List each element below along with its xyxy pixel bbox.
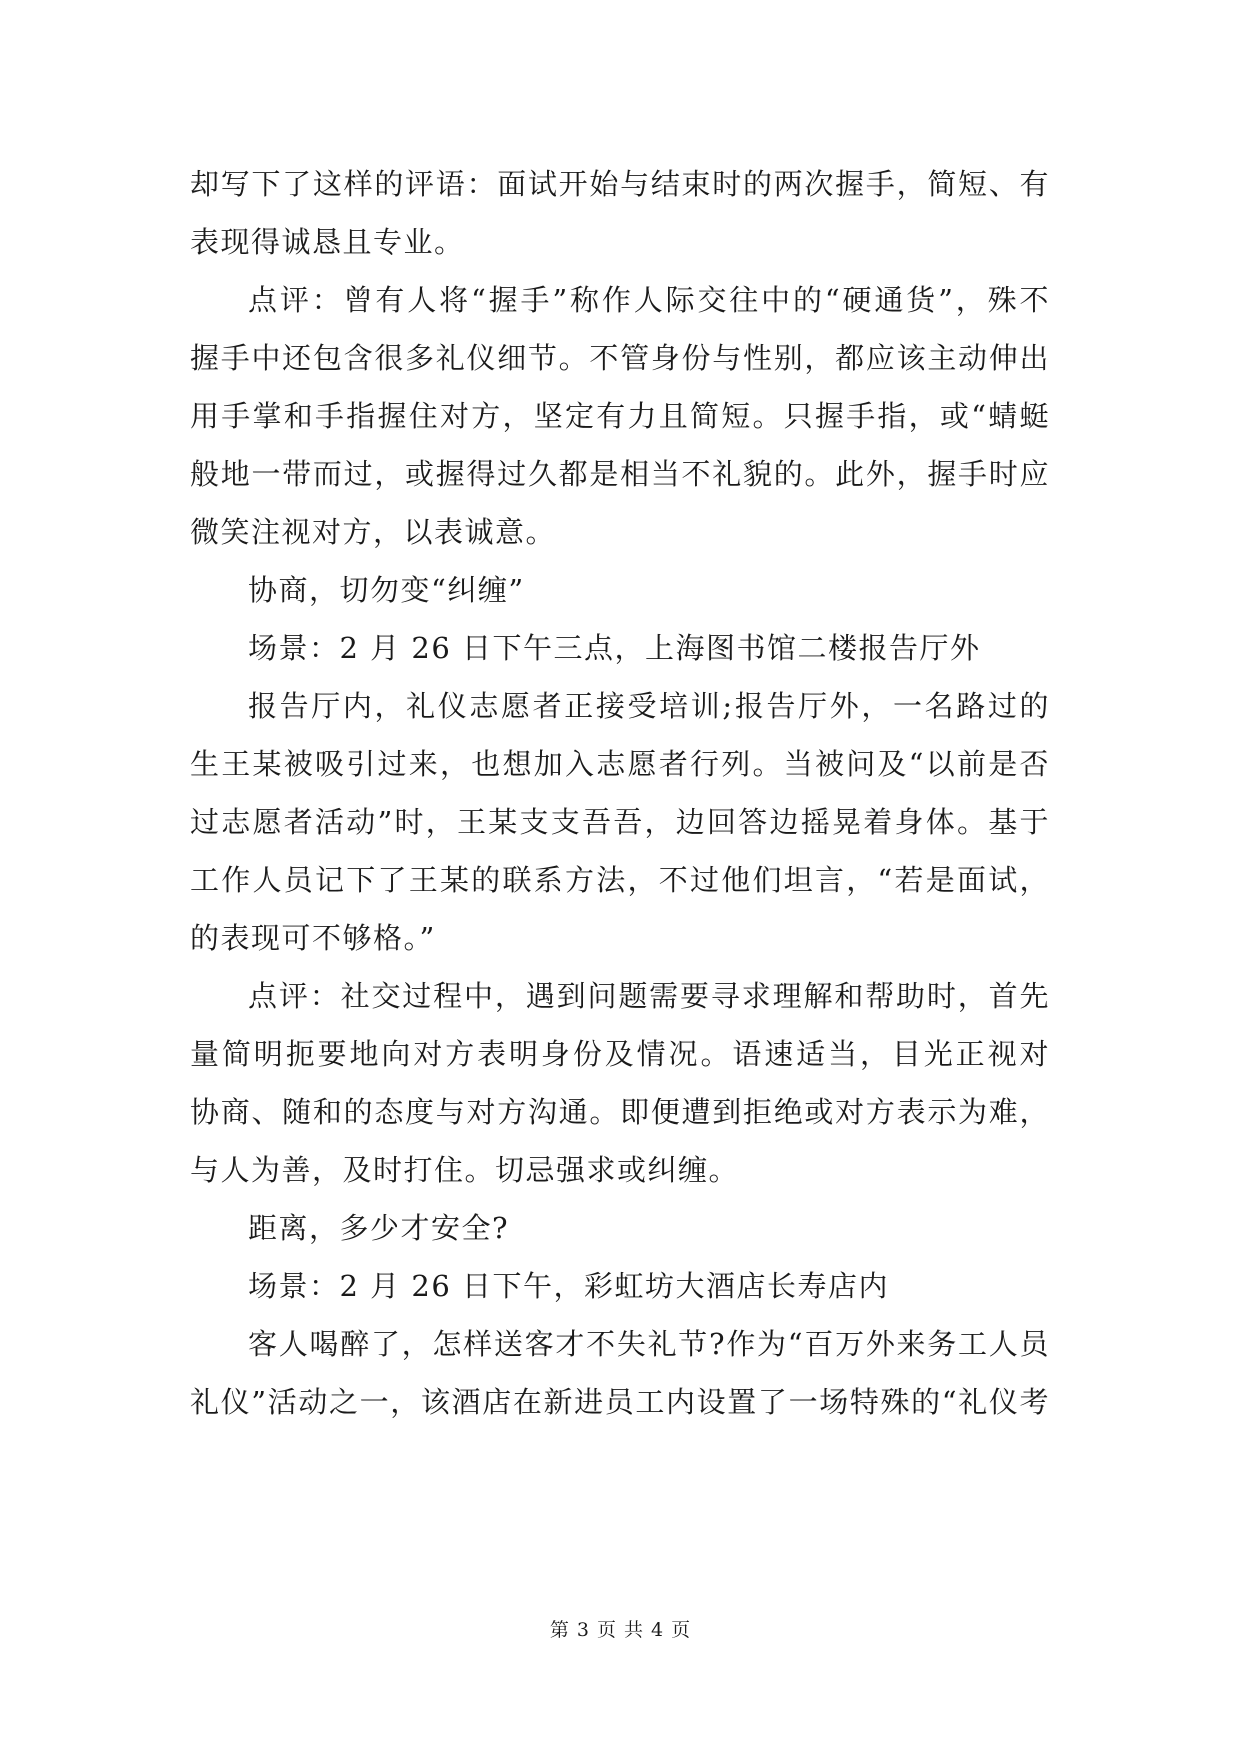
text-line: 般地一带而过，或握得过久都是相当不礼貌的。此外，握手时应 [190,457,1050,491]
text-line: 用手掌和手指握住对方，坚定有力且简短。只握手指，或“蜻蜓 [190,399,1050,433]
text-line: 协商、随和的态度与对方沟通。即便遭到拒绝或对方表示为难， [190,1095,1050,1129]
text-line: 客人喝醉了，怎样送客才不失礼节?作为“百万外来务工人员 [248,1327,1050,1361]
text-line: 场景：2 月 26 日下午，彩虹坊大酒店长寿店内 [248,1269,890,1303]
text-line: 量简明扼要地向对方表明身份及情况。语速适当，目光正视对 [190,1037,1050,1071]
text-line: 微笑注视对方，以表诚意。 [190,515,557,549]
text-line: 点评：曾有人将“握手”称作人际交往中的“硬通货”，殊不 [248,283,1050,317]
document-body [190,155,1050,1431]
text-line: 距离，多少才安全? [248,1211,510,1245]
text-line: 却写下了这样的评语：面试开始与结束时的两次握手，简短、有 [190,167,1050,201]
text-line: 礼仪”活动之一，该酒店在新进员工内设置了一场特殊的“礼仪考 [190,1385,1050,1419]
text-line: 协商，切勿变“纠缠” [248,573,525,607]
text-line: 表现得诚恳且专业。 [190,225,465,259]
text-line: 工作人员记下了王某的联系方法，不过他们坦言，“若是面试， [190,863,1050,897]
text-line: 过志愿者活动”时，王某支支吾吾，边回答边摇晃着身体。基于 [190,805,1050,839]
text-line: 场景：2 月 26 日下午三点，上海图书馆二楼报告厅外 [248,631,981,665]
page-number-footer: 第 3 页 共 4 页 [549,1619,692,1641]
text-line: 握手中还包含很多礼仪细节。不管身份与性别，都应该主动伸出 [190,341,1050,375]
text-line: 报告厅内，礼仪志愿者正接受培训;报告厅外，一名路过的 [248,689,1050,723]
text-line: 的表现可不够格。” [190,921,436,955]
text-line: 点评：社交过程中，遇到问题需要寻求理解和帮助时，首先 [248,979,1050,1013]
text-line: 与人为善，及时打住。切忌强求或纠缠。 [190,1153,740,1187]
text-line: 生王某被吸引过来，也想加入志愿者行列。当被问及“以前是否 [190,747,1050,781]
